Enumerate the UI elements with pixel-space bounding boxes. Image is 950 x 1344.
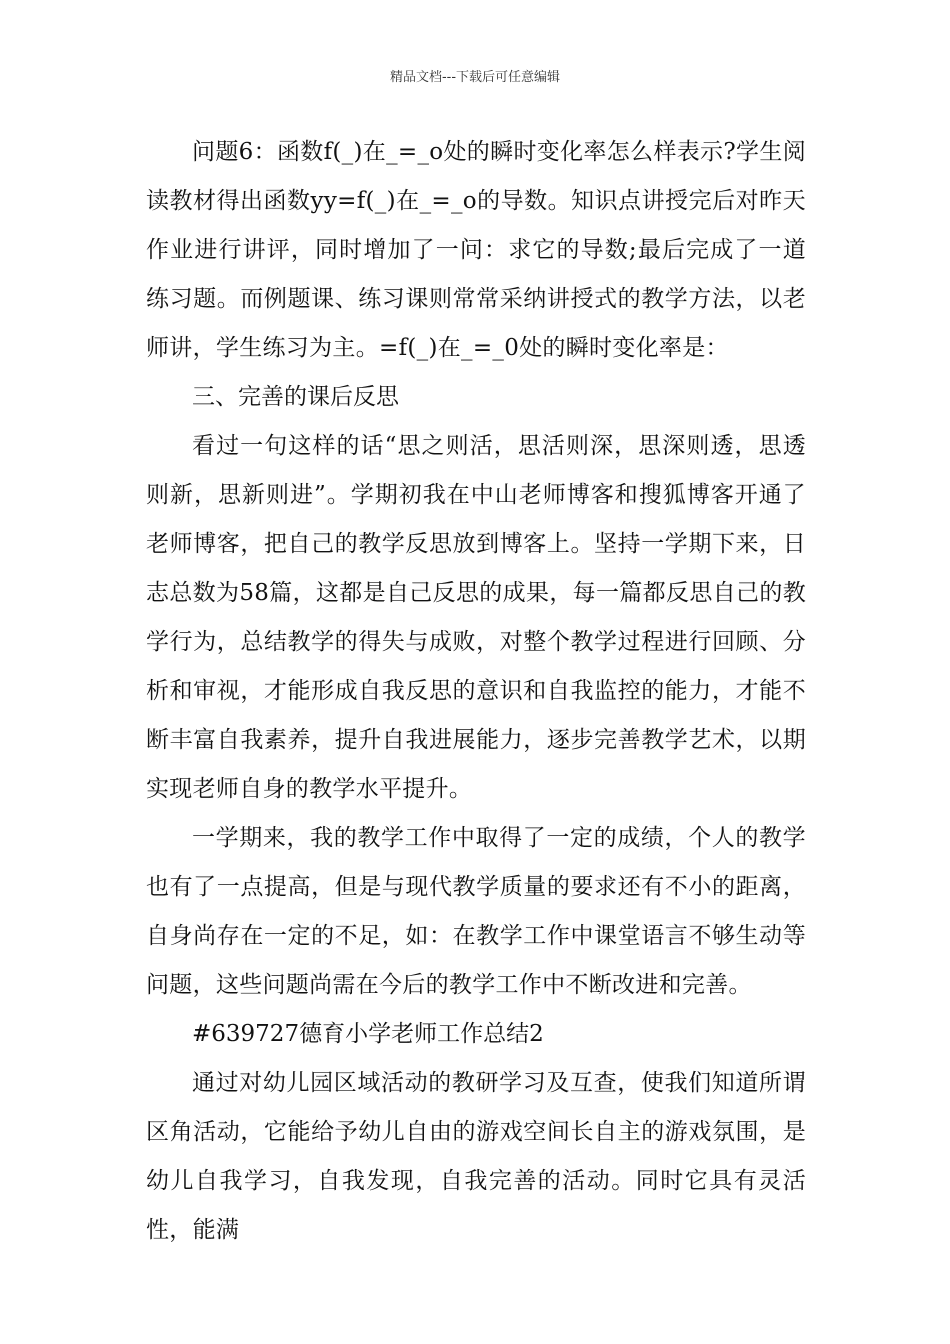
paragraph-derivative-question: 问题6：函数f(_)在_=_o处的瞬时变化率怎么样表示?学生阅读教材得出函数yy=f(_)在_=_o的导数。知识点讲授完后对昨天作业进行讲评，同时增加了一问：求它的导数;最后完成了一道练习题。而例题课、练习课则常常采纳讲授式的教学方法，以老师讲，学生练习为主。=f(_)在_=_0处的瞬时变化率是： — [146, 139, 806, 361]
section-heading-reflection: 三、完善的课后反思 — [192, 384, 399, 410]
paragraph-achievements: 一学期来，我的教学工作中取得了一定的成绩，个人的教学也有了一点提高，但是与现代教学质量的要求还有不小的距离，自身尚存在一定的不足，如：在教学工作中课堂语言不够生动等问题，这些问题尚需在今后的教学工作中不断改进和完善。 — [146, 825, 806, 998]
page-header: 精品文档---下载后可任意编辑 — [389, 70, 561, 85]
paragraph-area-activities: 通过对幼儿园区域活动的教研学习及互查，使我们知道所谓区角活动，它能给予幼儿自由的游戏空间长自主的游戏氛围，是幼儿自我学习，自我发现，自我完善的活动。同时它具有灵活性，能满 — [146, 1070, 806, 1243]
paragraph-blog-reflection: 看过一句这样的话“思之则活，思活则深，思深则透，思透则新，思新则进”。学期初我在中山老师博客和搜狐博客开通了老师博客，把自己的教学反思放到博客上。坚持一学期下来，日志总数为58篇，这都是自己反思的成果，每一篇都反思自己的教学行为，总结教学的得失与成败，对整个教学过程进行回顾、分析和审视，才能形成自我反思的意识和自我监控的能力，才能不断丰富自我素养，提升自我进展能力，逐步完善教学艺术，以期实现老师自身的教学水平提升。 — [146, 433, 806, 802]
article-title: #639727德育小学老师工作总结2 — [192, 1021, 544, 1047]
document-body — [146, 128, 806, 1255]
